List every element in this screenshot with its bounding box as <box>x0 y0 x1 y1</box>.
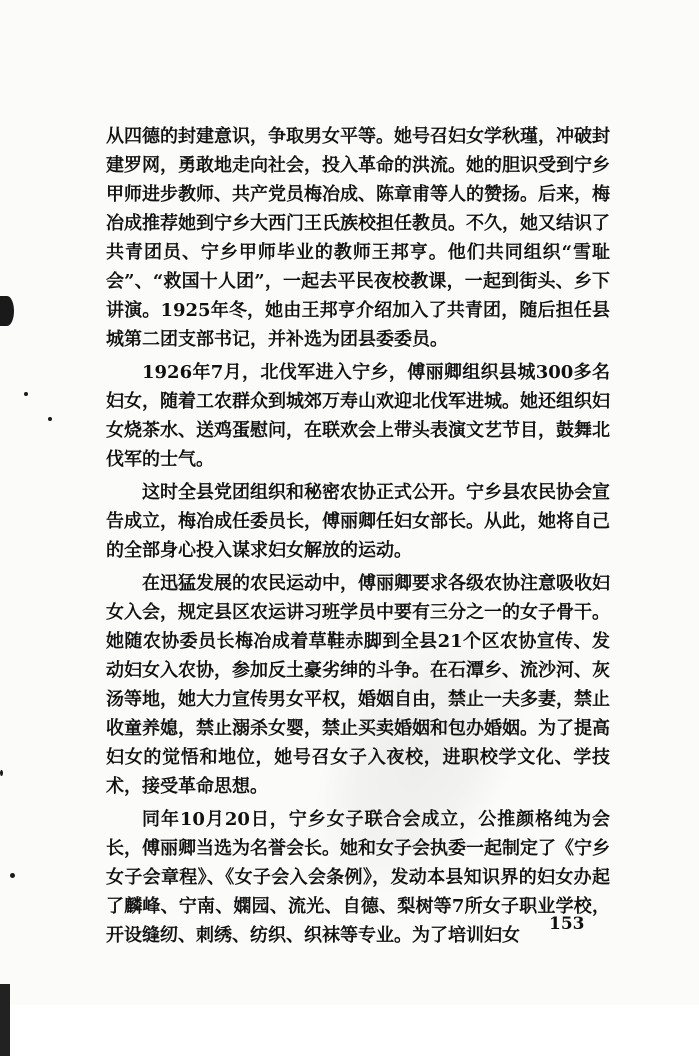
page-number: 153 <box>549 914 585 934</box>
paragraph-4: 在迅猛发展的农民运动中，傅丽卿要求各级农协注意吸收妇女入会，规定县区农运讲习班学员中要有三分之一的女子骨干。她随农协委员长梅冶成着草鞋赤脚到全县21个区农协宣传、发动妇女入农协，参加反土豪劣绅的斗争。在石潭乡、流沙河、灰汤等地，她大力宣传男女平权，婚姻自由，禁止一夫多妻，禁止收童养媳，禁止溺杀女婴，禁止买卖婚姻和包办婚姻。为了提高妇女的觉悟和地位，她号召女子入夜校，进职校学文化、学技术，接受革命思想。 <box>106 573 610 797</box>
scan-speck <box>48 417 52 421</box>
scan-speck <box>24 392 28 396</box>
paragraph-3: 这时全县党团组织和秘密农协正式公开。宁乡县农民协会宣告成立，梅冶成任委员长，傅丽卿任妇女部长。从此，她将自己的全部身心投入谋求妇女解放的运动。 <box>106 482 610 561</box>
scan-speck <box>0 770 3 776</box>
bottom-margin <box>10 1005 699 1056</box>
paragraph-1: 从四德的封建意识，争取男女平等。她号召妇女学秋瑾，冲破封建罗网，勇敢地走向社会，投入革命的洪流。她的胆识受到宁乡甲师进步教师、共产党员梅冶成、陈章甫等人的赞扬。后来，梅冶成推荐她到宁乡大西门王氏族校担任教员。不久，她又结识了共青团员、宁乡甲师毕业的教师王邦亨。他们共同组织“雪耻会”、“救国十人团”，一起去平民夜校教课，一起到街头、乡下讲演。1925年冬，她由王邦亨介绍加入了共青团，随后担任县城第二团支部书记，并补选为团县委委员。 <box>106 126 610 350</box>
page-edge-shadow <box>0 984 10 1056</box>
paragraph-2: 1926年7月，北伐军进入宁乡，傅丽卿组织县城300多名妇女，随着工农群众到城郊万寿山欢迎北伐军进城。她还组织妇女烧茶水、送鸡蛋慰问，在联欢会上带头表演文艺节目，鼓舞北伐军的士气。 <box>106 362 610 470</box>
body-text <box>106 122 610 954</box>
binding-hole-mark <box>0 296 14 326</box>
paragraph-5: 同年10月20日，宁乡女子联合会成立，公推颜格纯为会长，傅丽卿当选为名誉会长。她和女子会执委一起制定了《宁乡女子会章程》、《女子会入会条例》，发动本县知识界的妇女办起了麟峰、宁南、嫻园、流光、自德、梨树等7所女子职业学校，开设缝纫、刺绣、纺织、织袜等专业。为了培训妇女 <box>106 809 610 946</box>
scan-speck <box>10 873 15 878</box>
